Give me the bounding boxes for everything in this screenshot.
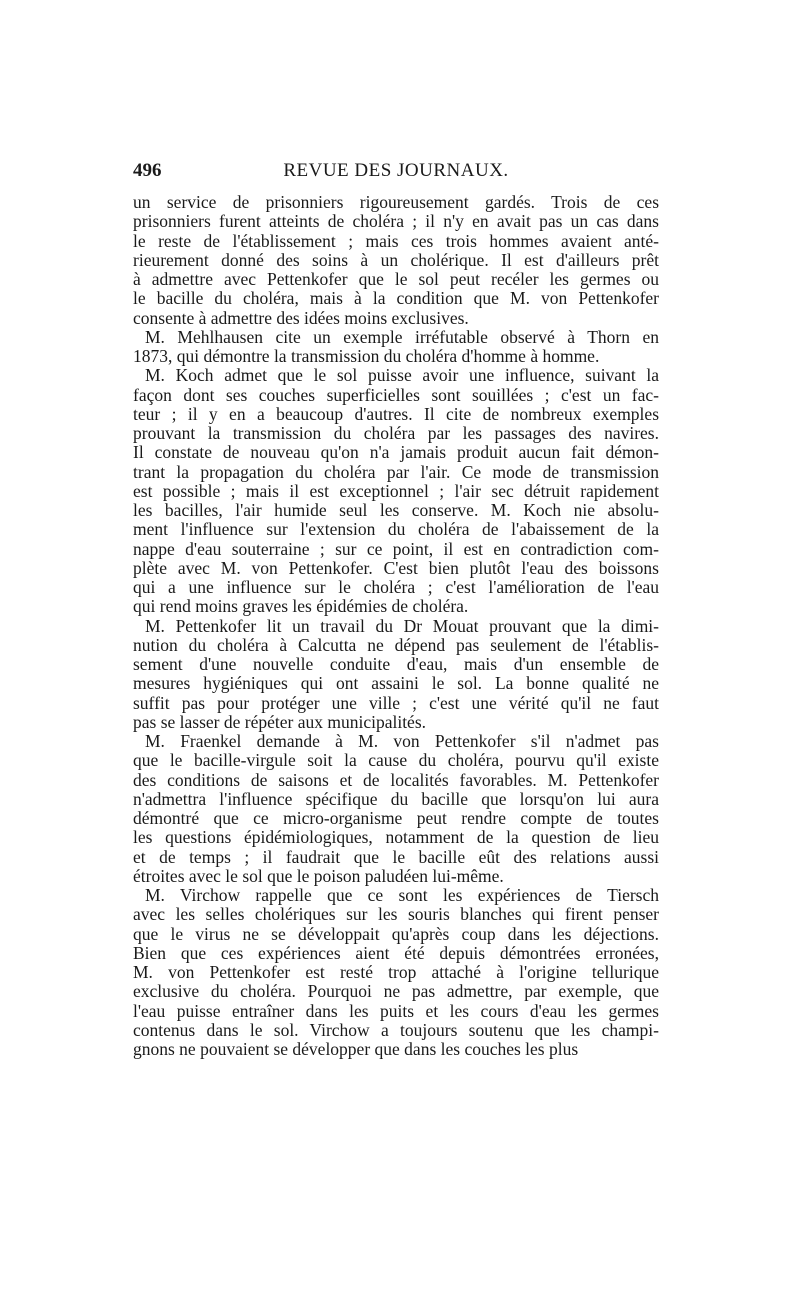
text-line: M. Koch admet que le sol puisse avoir une influence, suivant la (145, 366, 659, 386)
text-line: les questions épidémiologiques, notamment de la question de lieu (133, 828, 659, 848)
text-line: prouvant la transmission du choléra par les passages des navires. (133, 424, 659, 443)
text-line: que le virus ne se développait qu'après coup dans les déjections. (133, 924, 659, 944)
text-line: M. Pettenkofer lit un travail du Dr Mouat prouvant que la dimi- (145, 616, 659, 636)
text-line: les bacilles, l'air humide seul les conserve. M. Koch nie absolu- (133, 501, 659, 520)
text-line: M. Mehlhausen cite un exemple irréfutable observé à Thorn en (145, 327, 659, 347)
text-line: prisonniers furent atteints de choléra ; il n'y en avait pas un cas dans (133, 212, 659, 232)
text-line: façon dont ses couches superficielles sont souillées ; c'est un fac- (133, 385, 659, 405)
text-line: gnons ne pouvaient se développer que dans les couches les plus (133, 1040, 579, 1059)
text-line: un service de prisonniers rigoureusement gardés. Trois de ces (133, 193, 659, 212)
paragraph (133, 732, 659, 886)
text-line: qui rend moins graves les épidémies de choléra. (133, 597, 469, 617)
text-line: mesures hygiéniques qui ont assaini le sol. La bonne qualité ne (133, 674, 659, 694)
text-line: M. von Pettenkofer est resté trop attaché à l'origine tellurique (133, 963, 659, 982)
text-line: ment l'influence sur l'extension du choléra de l'abaissement de la (133, 520, 659, 540)
body-text (133, 193, 659, 1059)
text-line: nappe d'eau souterraine ; sur ce point, il est en contradiction com- (133, 539, 659, 559)
text-line: exclusive du choléra. Pourquoi ne pas admettre, par exemple, que (133, 982, 659, 1002)
text-line: suffit pas pour protéger une ville ; c'est une vérité qu'il ne faut (133, 693, 659, 713)
text-line: trant la propagation du choléra par l'air. Ce mode de transmission (133, 462, 659, 482)
paragraph (133, 328, 659, 367)
text-line: consente à admettre des idées moins exclusives. (133, 308, 469, 328)
text-line: M. Virchow rappelle que ce sont les expériences de Tiersch (145, 886, 659, 905)
paragraph (133, 617, 659, 733)
paragraph (133, 886, 659, 1059)
text-line: Il constate de nouveau qu'on n'a jamais produit aucun fait démon- (133, 443, 659, 463)
page-header (133, 160, 659, 186)
text-line: sement d'une nouvelle conduite d'eau, mais d'un ensemble de (133, 655, 659, 674)
text-line: pas se lasser de répéter aux municipalités. (133, 712, 427, 732)
text-line: que le bacille-virgule soit la cause du choléra, pourvu qu'il existe (133, 751, 659, 771)
text-line: étroites avec le sol que le poison paludéen lui-même. (133, 866, 504, 886)
text-line: l'eau puisse entraîner dans les puits et les cours d'eau les germes (133, 1001, 659, 1021)
text-line: Bien que ces expériences aient été depuis démontrées erronées, (133, 943, 659, 963)
paragraph (133, 366, 659, 616)
text-line: et de temps ; il faudrait que le bacille eût des relations aussi (133, 847, 659, 867)
text-line: nution du choléra à Calcutta ne dépend pas seulement de l'établis- (133, 635, 659, 655)
text-line: contenus dans le sol. Virchow a toujours soutenu que les champi- (133, 1020, 659, 1040)
text-line: démontré que ce micro-organisme peut rendre compte de toutes (133, 809, 659, 828)
text-line: des conditions de saisons et de localités favorables. M. Pettenkofer (133, 770, 659, 790)
text-line: rieurement donné des soins à un cholérique. Il est d'ailleurs prêt (133, 250, 659, 270)
text-line: teur ; il y en a beaucoup d'autres. Il cite de nombreux exemples (133, 404, 659, 424)
running-title: REVUE DES JOURNAUX. (283, 160, 509, 181)
text-line: le bacille du choléra, mais à la condition que M. von Pettenkofer (133, 289, 659, 309)
text-line: à admettre avec Pettenkofer que le sol peut recéler les germes ou (133, 270, 659, 289)
text-line: plète avec M. von Pettenkofer. C'est bien plutôt l'eau des boissons (133, 558, 659, 578)
text-line: 1873, qui démontre la transmission du choléra d'homme à homme. (133, 347, 600, 366)
page-number: 496 (133, 160, 162, 181)
text-line: est possible ; mais il est exceptionnel ; l'air sec détruit rapidement (133, 481, 659, 501)
text-line: M. Fraenkel demande à M. von Pettenkofer s'il n'admet pas (145, 732, 659, 751)
text-line: n'admettra l'influence spécifique du bacille que lorsqu'on lui aura (133, 789, 659, 809)
paragraph (133, 193, 659, 328)
text-line: qui a une influence sur le choléra ; c'est l'amélioration de l'eau (133, 578, 659, 597)
text-line: le reste de l'établissement ; mais ces trois hommes avaient anté- (133, 231, 659, 251)
text-line: avec les selles cholériques sur les souris blanches qui firent penser (133, 905, 659, 925)
